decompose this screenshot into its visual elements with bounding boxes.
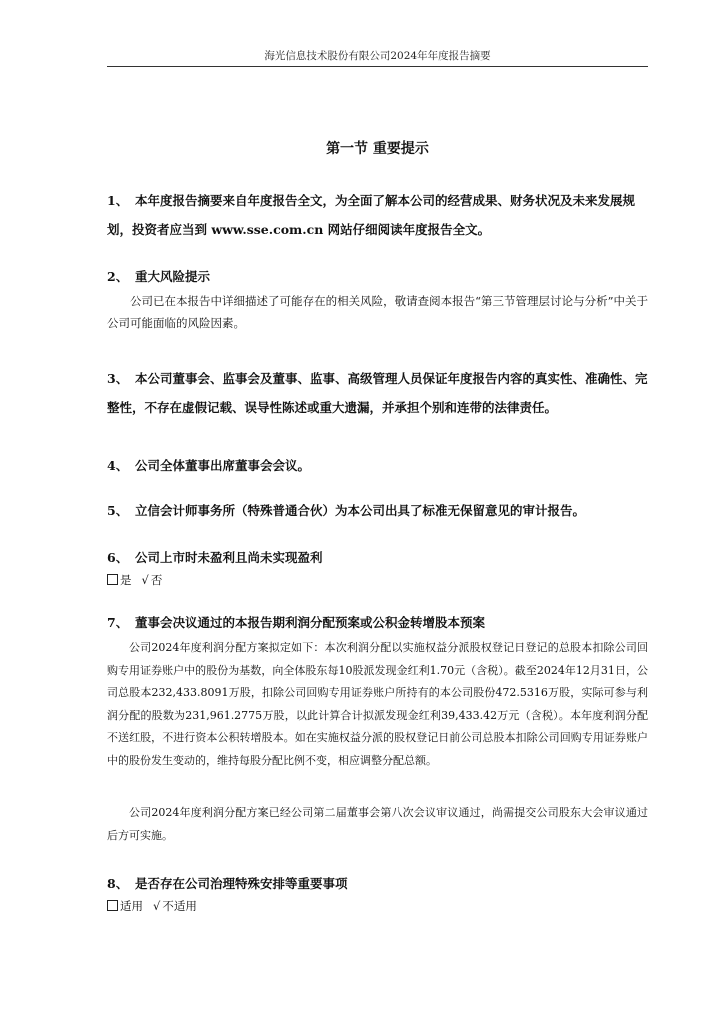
item-1-number: 1、 [107, 193, 129, 208]
item-8-option-not-applicable: 不适用 [162, 899, 197, 913]
item-5-number: 5、 [107, 503, 129, 518]
item-2-number: 2、 [107, 269, 129, 284]
item-6-option-yes: 是 [120, 573, 132, 587]
item-1-text: 本年度报告摘要来自年度报告全文，为全面了解本公司的经营成果、财务状况及未来发展规划，投资者应当到 www.sse.com.cn 网站仔细阅读年度报告全文。 [107, 193, 636, 237]
unchecked-box-icon [107, 900, 118, 911]
unchecked-box-icon [107, 574, 118, 585]
item-7-number: 7、 [107, 615, 129, 630]
item-6-number: 6、 [107, 550, 129, 565]
checkmark-icon: √ [141, 573, 149, 587]
item-8-heading-row [107, 874, 348, 892]
item-7-heading: 董事会决议通过的本报告期利润分配预案或公积金转增股本预案 [135, 615, 486, 630]
page-header: 海光信息技术股份有限公司2024年年度报告摘要 [264, 50, 491, 62]
item-5-heading: 立信会计师事务所（特殊普通合伙）为本公司出具了标准无保留意见的审计报告。 [135, 503, 586, 518]
item-4-heading: 公司全体董事出席董事会会议。 [135, 458, 311, 473]
item-7-body-1: 公司2024年度利润分配方案拟定如下：本次利润分配以实施权益分派股权登记日登记的总股本扣除公司回购专用证券账户中的股份为基数，向全体股东每10股派发现金红利1.70元（含税）。截至2024年12月31日，公司总股本232,433.8091万股，扣除公司回购专用证券账户所持有的本公司股份472.5316万股，实际可参与利润分配的股数为231,961.2775万股，以此计算合计拟派发现金红利39,433.42万元（含税）。本年度利润分配不送红股，不进行资本公积转增股本。如在实施权益分派的股权登记日前公司总股本扣除公司回购专用证券账户中的股份发生变动的，维持每股分配比例不变，相应调整分配总额。 [107, 641, 648, 767]
item-8-options [107, 898, 197, 914]
item-4-number: 4、 [107, 458, 129, 473]
item-8-option-applicable: 适用 [120, 899, 143, 913]
item-8-heading: 是否存在公司治理特殊安排等重要事项 [135, 876, 348, 891]
item-7-heading-row [107, 613, 485, 631]
item-3-text: 本公司董事会、监事会及董事、监事、高级管理人员保证年度报告内容的真实性、准确性、完整性，不存在虚假记载、误导性陈述或重大遗漏，并承担个别和连带的法律责任。 [107, 371, 648, 415]
item-8-number: 8、 [107, 876, 129, 891]
header-divider [107, 66, 648, 67]
item-5-heading-row [107, 501, 585, 519]
item-6-option-no: 否 [150, 573, 163, 587]
item-6-heading-row [107, 548, 323, 566]
item-4-heading-row [107, 456, 310, 474]
item-3-number: 3、 [107, 371, 129, 386]
item-6-heading: 公司上市时未盈利且尚未实现盈利 [135, 550, 323, 565]
item-3-paragraph [107, 364, 648, 422]
item-6-options [107, 572, 162, 588]
item-2-heading: 重大风险提示 [135, 269, 211, 284]
item-2-heading-row [107, 267, 210, 285]
item-1-paragraph [107, 186, 648, 244]
checkmark-icon: √ [153, 899, 161, 913]
item-2-body: 公司已在本报告中详细描述了可能存在的相关风险，敬请查阅本报告“第三节管理层讨论与分析”中关于公司可能面临的风险因素。 [107, 294, 648, 330]
item-7-body-2: 公司2024年度利润分配方案已经公司第二届董事会第八次会议审议通过，尚需提交公司股东大会审议通过后方可实施。 [107, 806, 648, 842]
section-title: 第一节 重要提示 [326, 141, 429, 157]
